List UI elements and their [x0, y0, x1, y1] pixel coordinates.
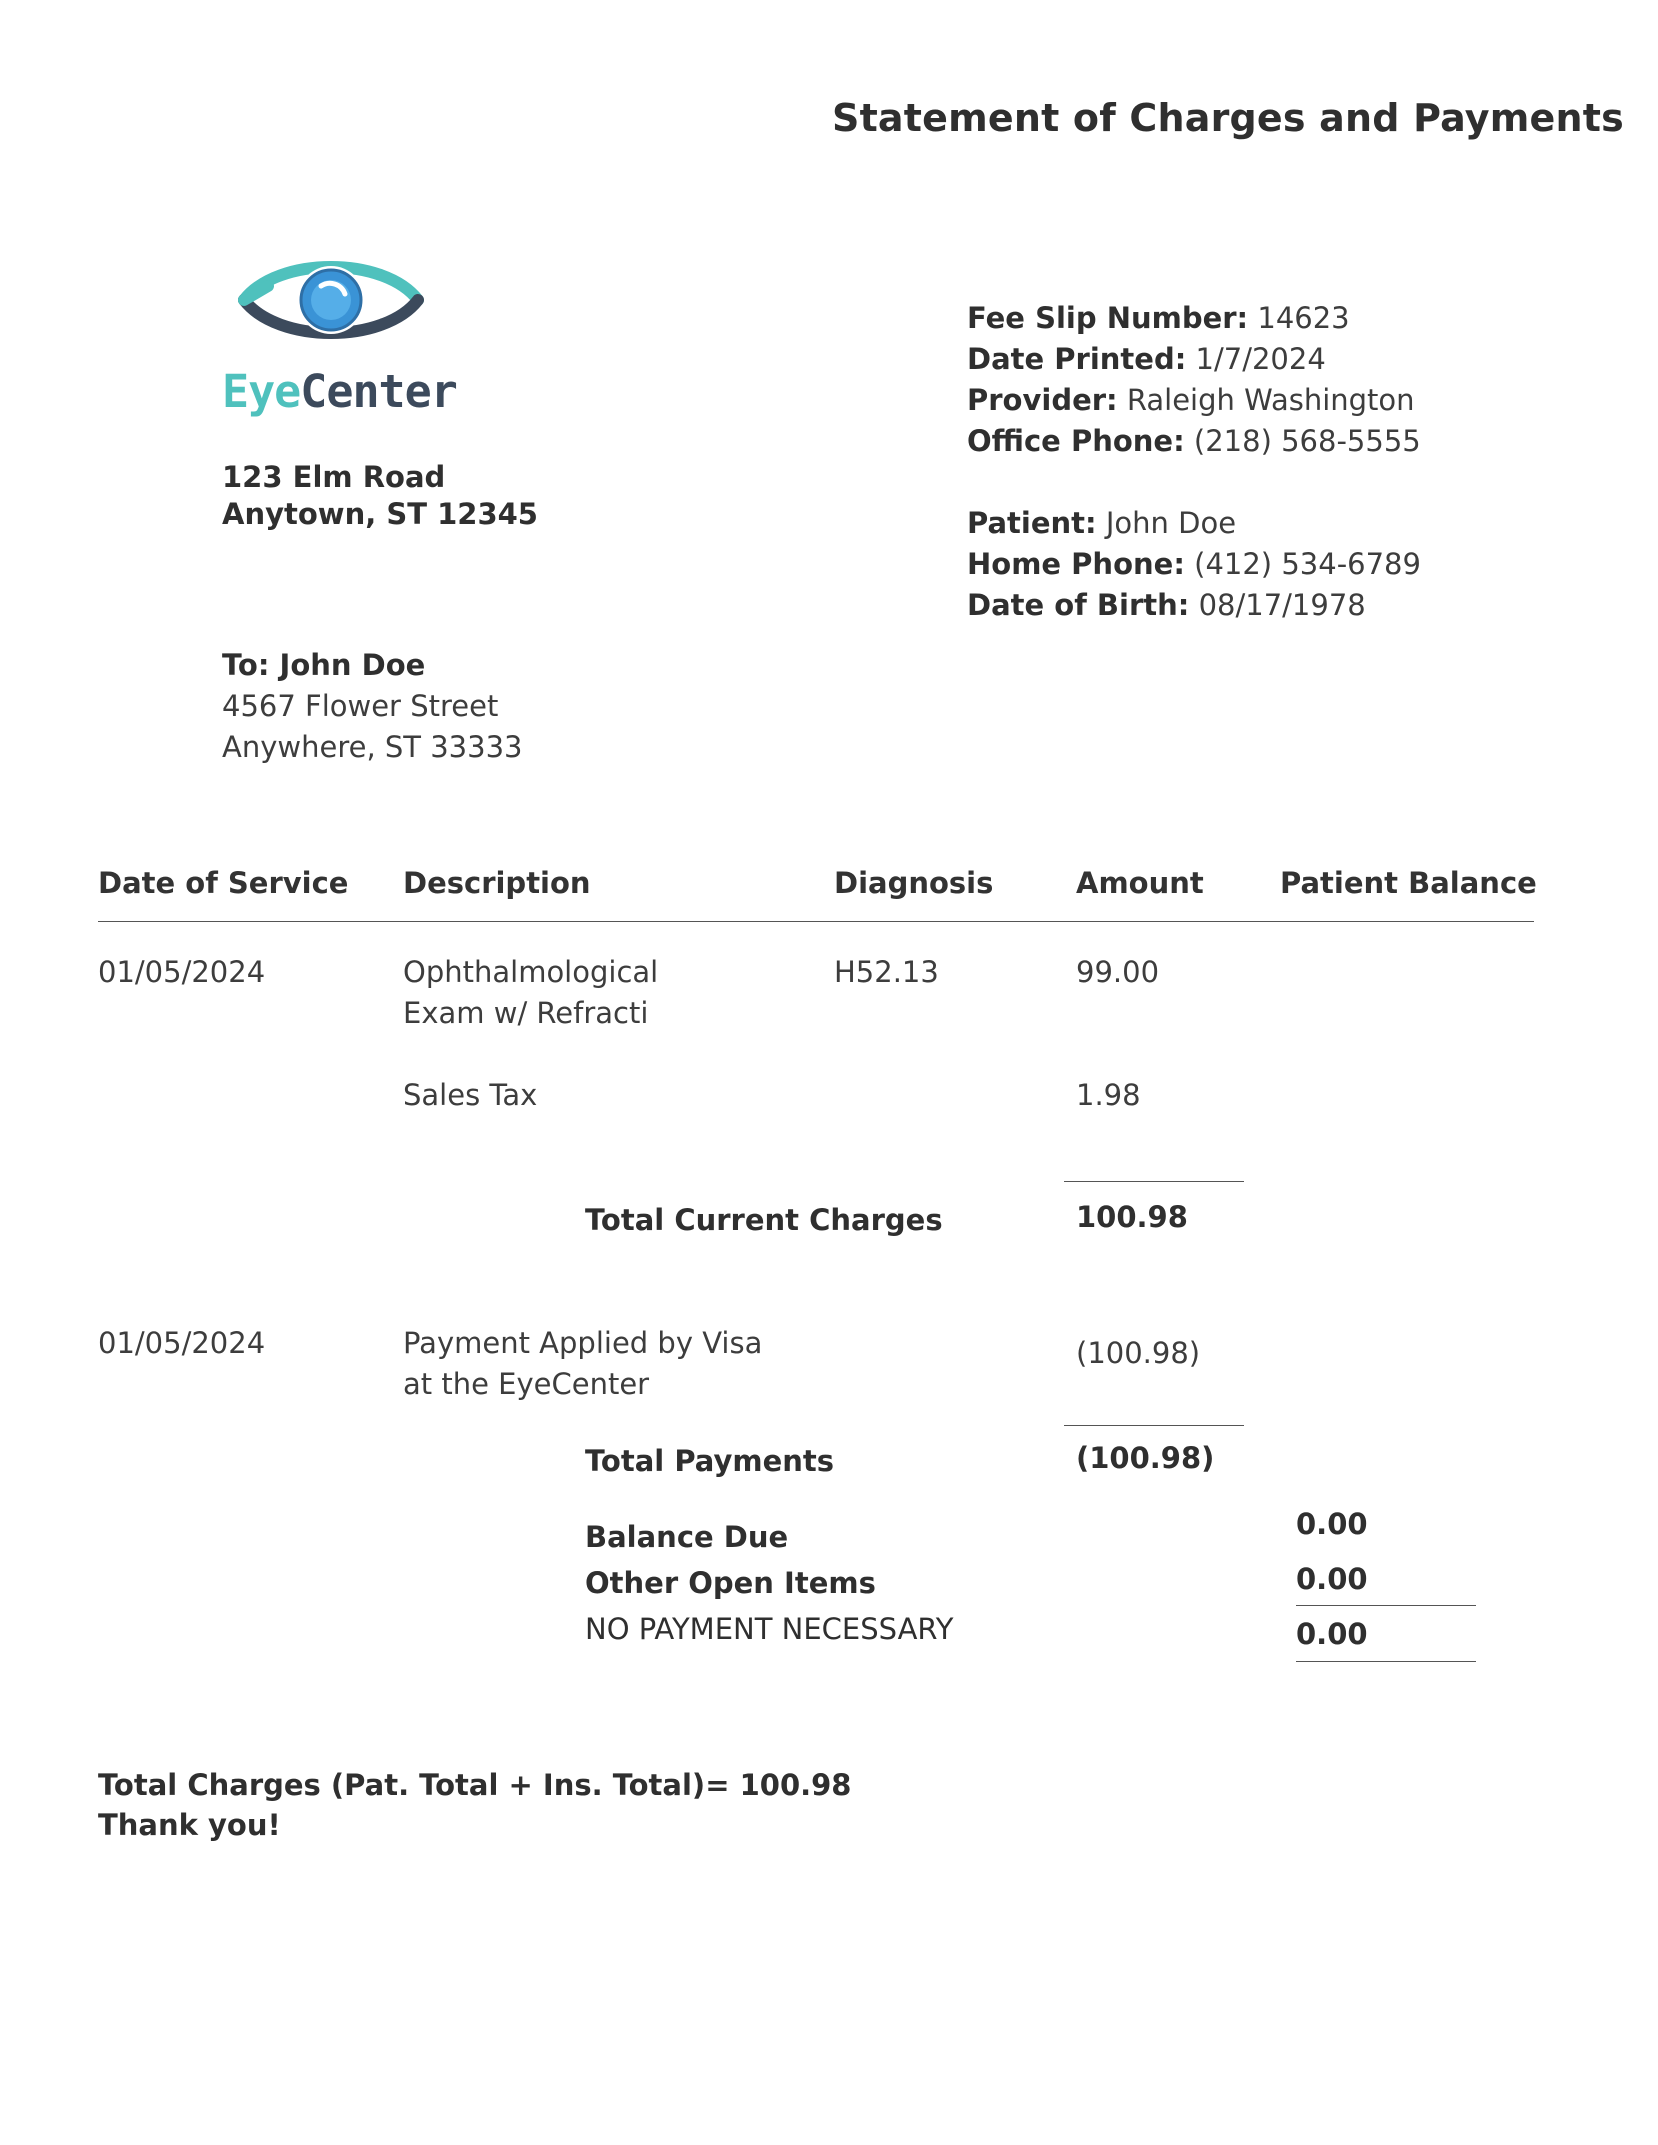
fee-slip-value: 14623 — [1257, 301, 1350, 335]
home-phone-label: Home Phone: — [967, 547, 1185, 581]
payment-description-line1: Payment Applied by Visa — [403, 1326, 763, 1360]
date-printed-value: 1/7/2024 — [1195, 342, 1326, 376]
date-printed-label: Date Printed: — [967, 342, 1187, 376]
header-description: Description — [403, 866, 591, 900]
recipient-city: Anywhere, ST 33333 — [222, 730, 523, 764]
dob-value: 08/17/1978 — [1198, 588, 1366, 622]
header-divider — [98, 921, 1534, 922]
balance-due-value: 0.00 — [1296, 1507, 1368, 1541]
office-phone-label: Office Phone: — [967, 424, 1185, 458]
charge-date: 01/05/2024 — [98, 955, 266, 989]
other-open-items-value: 0.00 — [1296, 1562, 1368, 1596]
header-diagnosis: Diagnosis — [834, 866, 994, 900]
patient-value: John Doe — [1105, 506, 1237, 540]
header-patient-balance: Patient Balance — [1280, 866, 1537, 900]
other-open-items-label: Other Open Items — [585, 1566, 876, 1600]
tax-description: Sales Tax — [403, 1078, 538, 1112]
provider-value: Raleigh Washington — [1126, 383, 1415, 417]
clinic-address-line2: Anytown, ST 12345 — [222, 497, 538, 531]
charge-description-line2: Exam w/ Refracti — [403, 996, 649, 1030]
header-amount: Amount — [1076, 866, 1204, 900]
clinic-address-line1: 123 Elm Road — [222, 460, 446, 494]
brand-name-center: Center — [300, 365, 457, 418]
fee-slip-number — [967, 298, 1421, 339]
total-current-charges-label: Total Current Charges — [585, 1203, 943, 1237]
payment-date: 01/05/2024 — [98, 1326, 266, 1360]
patient-info — [967, 503, 1421, 626]
charge-amount: 99.00 — [1076, 955, 1160, 989]
no-payment-value: 0.00 — [1296, 1617, 1368, 1651]
recipient-to-line: To: John Doe — [222, 648, 426, 682]
eye-icon — [238, 250, 424, 350]
payments-subtotal-rule — [1064, 1425, 1244, 1426]
home-phone-value: (412) 534-6789 — [1194, 547, 1421, 581]
office-phone — [967, 421, 1421, 462]
final-balance-rule — [1296, 1661, 1476, 1662]
tax-amount: 1.98 — [1076, 1078, 1141, 1112]
brand-name-eye: Eye — [222, 365, 301, 418]
charge-diagnosis: H52.13 — [834, 955, 939, 989]
no-payment-necessary-label: NO PAYMENT NECESSARY — [585, 1612, 954, 1646]
patient-name — [967, 503, 1421, 544]
total-payments-label: Total Payments — [585, 1444, 835, 1478]
payment-amount: (100.98) — [1076, 1336, 1201, 1370]
payment-description-line2: at the EyeCenter — [403, 1367, 650, 1401]
charges-subtotal-rule — [1064, 1181, 1244, 1182]
provider — [967, 380, 1421, 421]
date-printed — [967, 339, 1421, 380]
total-payments-amount: (100.98) — [1076, 1441, 1215, 1475]
statement-title: Statement of Charges and Payments — [832, 96, 1624, 140]
total-current-charges-amount: 100.98 — [1076, 1200, 1188, 1234]
brand-logo-text — [222, 365, 457, 418]
recipient-street: 4567 Flower Street — [222, 689, 499, 723]
thank-you-note: Thank you! — [98, 1808, 281, 1842]
dob-label: Date of Birth: — [967, 588, 1190, 622]
charge-description-line1: Ophthalmological — [403, 955, 659, 989]
date-of-birth — [967, 585, 1421, 626]
fee-slip-info — [967, 298, 1421, 462]
open-items-rule — [1296, 1605, 1476, 1606]
office-phone-value: (218) 568-5555 — [1193, 424, 1421, 458]
total-charges-summary: Total Charges (Pat. Total + Ins. Total)= 100.98 — [98, 1768, 852, 1802]
fee-slip-label: Fee Slip Number: — [967, 301, 1249, 335]
balance-due-label: Balance Due — [585, 1520, 789, 1554]
provider-label: Provider: — [967, 383, 1118, 417]
home-phone — [967, 544, 1421, 585]
header-date-of-service: Date of Service — [98, 866, 349, 900]
patient-label: Patient: — [967, 506, 1097, 540]
